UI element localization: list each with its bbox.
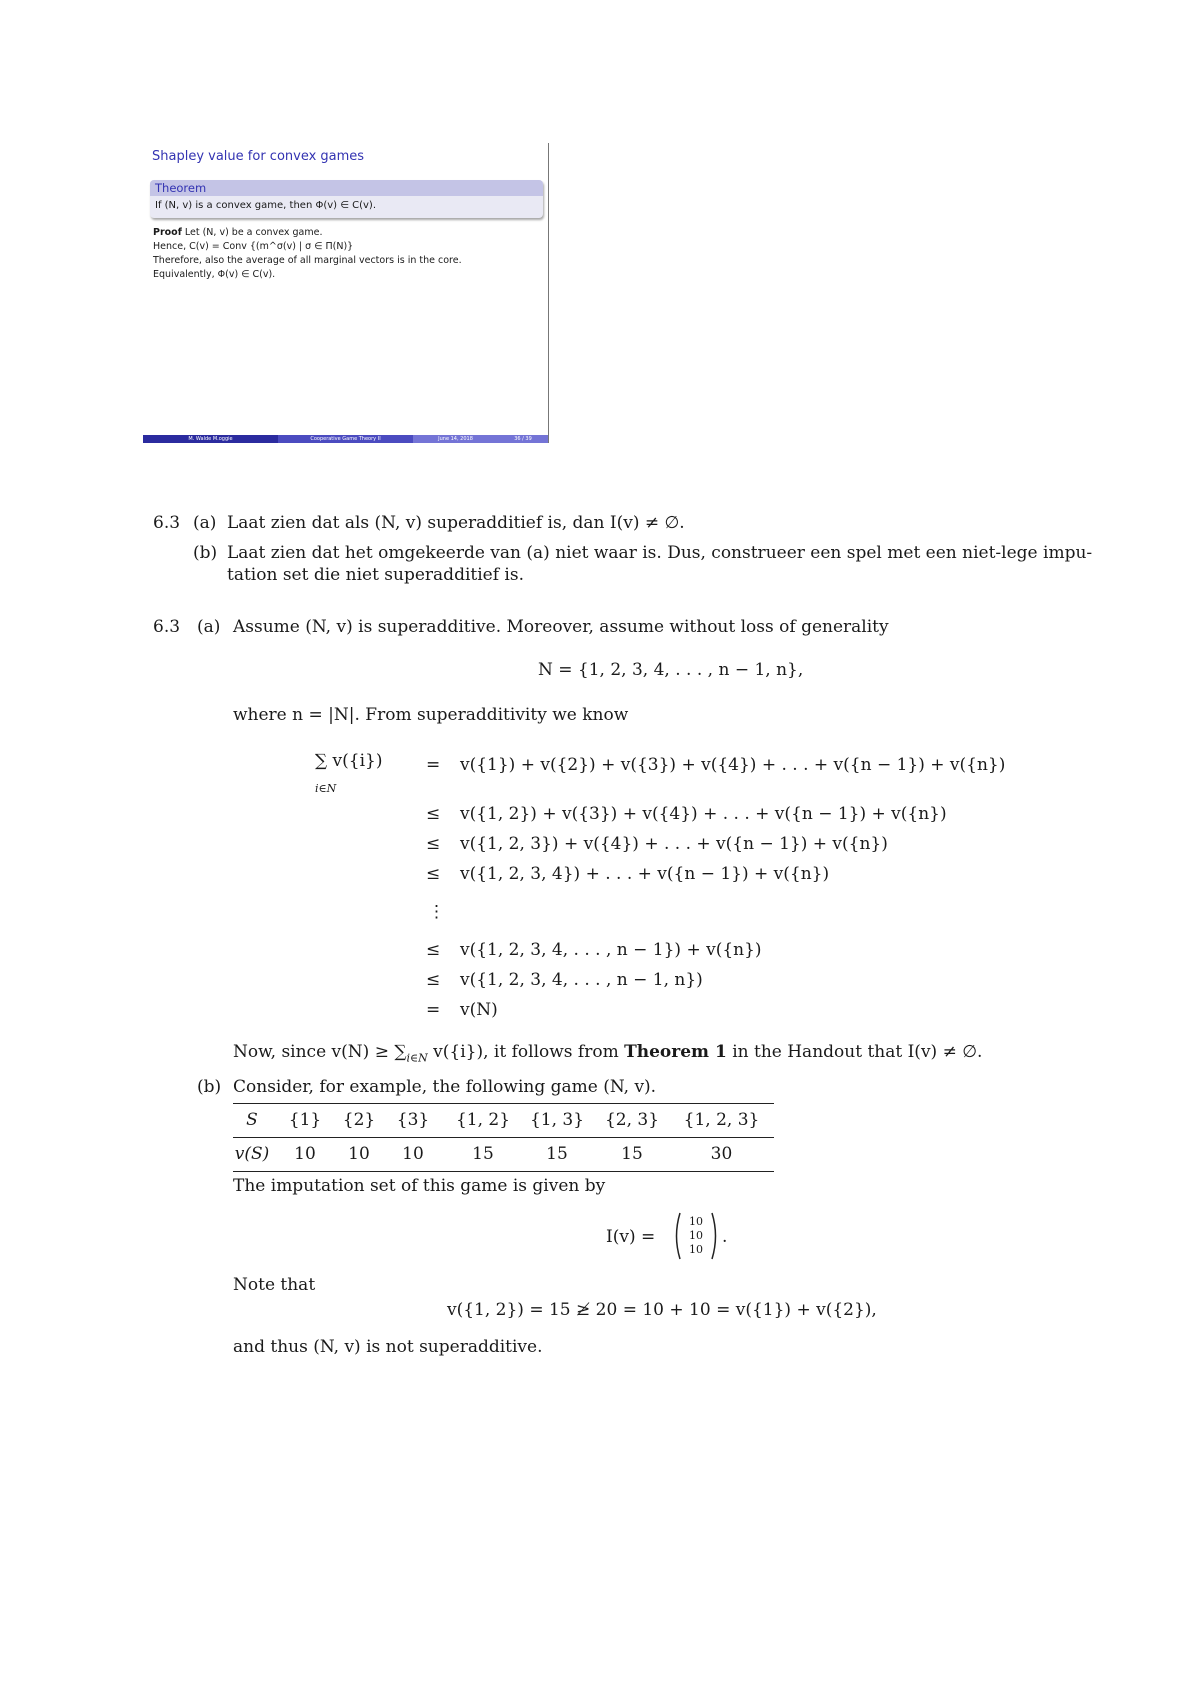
theorem-block-header xyxy=(150,180,543,196)
imputation-lhs: I(v) = xyxy=(606,1227,656,1247)
exercise-number: 6.3 xyxy=(153,513,181,533)
table-cell: {1, 2} xyxy=(455,1110,511,1131)
final-text: and thus (N, v) is not superadditive. xyxy=(233,1337,543,1357)
table-cell: {1, 3} xyxy=(529,1110,585,1131)
where-text: where n = |N|. From superadditivity we know xyxy=(233,705,629,725)
derivation-rel-6: ≤ xyxy=(426,940,441,960)
exercise-b-text-line2: tation set die niet superadditief is. xyxy=(227,565,524,585)
vector-entry-2: 10 xyxy=(689,1229,703,1242)
exercise-b-text-line1: Laat zien dat het omgekeerde van (a) niet waar is. Dus, construeer een spel met een niet-lege impu- xyxy=(227,543,1093,563)
table-cell: 10 xyxy=(294,1144,316,1164)
table-row xyxy=(233,1104,774,1137)
set-equation: N = {1, 2, 3, 4, . . . , n − 1, n}, xyxy=(538,660,804,680)
derivation-rhs-4: v({1, 2, 3, 4}) + . . . + v({n − 1}) + v({n}) xyxy=(460,864,830,884)
game-table xyxy=(233,1104,774,1172)
table-cell: {1, 2, 3} xyxy=(683,1110,760,1131)
exercise-b-label: (b) xyxy=(193,543,218,563)
derivation-rhs-2: v({1, 2}) + v({3}) + v({4}) + . . . + v({n − 1}) + v({n}) xyxy=(460,804,947,824)
slide-title: Shapley value for convex games xyxy=(152,149,365,164)
solution-number: 6.3 xyxy=(153,617,181,637)
sum-lhs: ∑ v({i}) xyxy=(315,751,383,771)
derivation-rhs-8: v(N) xyxy=(460,1000,498,1020)
derivation-rhs-7: v({1, 2, 3, 4, . . . , n − 1, n}) xyxy=(460,970,703,990)
proof-line-2: Hence, C(v) = Conv {(m^σ(v) | σ ∈ Π(N)} xyxy=(153,241,354,252)
game-table-container xyxy=(233,1103,774,1172)
derivation-rhs-6: v({1, 2, 3, 4, . . . , n − 1}) + v({n}) xyxy=(460,940,762,960)
derivation-rhs-3: v({1, 2, 3}) + v({4}) + . . . + v({n − 1}) + v({n}) xyxy=(460,834,888,854)
footer-author: M. Walde M.oggie xyxy=(143,435,278,443)
derivation-rel-1: = xyxy=(426,755,441,775)
note-equation: v({1, 2}) = 15 ≱ 20 = 10 + 10 = v({1}) + v({2}), xyxy=(447,1300,877,1320)
table-cell: S xyxy=(246,1110,258,1131)
table-cell: v(S) xyxy=(234,1144,270,1164)
derivation-rel-3: ≤ xyxy=(426,834,441,854)
solution-a-label: (a) xyxy=(197,617,221,637)
table-cell: 15 xyxy=(621,1144,643,1164)
proof-line-3: Therefore, also the average of all marginal vectors is in the core. xyxy=(153,255,462,266)
table-row xyxy=(233,1137,774,1171)
table-cell: 10 xyxy=(348,1144,370,1164)
sum-subscript: i∈N xyxy=(315,782,337,795)
table-cell: {1} xyxy=(288,1110,322,1131)
footer-page: 36 / 39 xyxy=(498,435,548,443)
derivation-rel-2: ≤ xyxy=(426,804,441,824)
table-cell: 10 xyxy=(402,1144,424,1164)
embedded-slide xyxy=(143,143,549,443)
imputation-text: The imputation set of this game is given by xyxy=(233,1176,606,1196)
theorem-statement: If (N, v) is a convex game, then Φ(v) ∈ C(v). xyxy=(155,200,377,211)
table-cell: 15 xyxy=(472,1144,494,1164)
derivation-rel-8: = xyxy=(426,1000,441,1020)
proof-label: Proof xyxy=(153,227,182,238)
imputation-period: . xyxy=(722,1227,728,1247)
solution-a-intro: Assume (N, v) is superadditive. Moreover, assume without loss of generality xyxy=(233,617,889,637)
table-cell: {3} xyxy=(396,1110,430,1131)
note-text: Note that xyxy=(233,1275,316,1295)
footer-date: June 14, 2018 xyxy=(413,435,498,443)
table-cell: 30 xyxy=(710,1144,733,1164)
table-cell: {2} xyxy=(342,1110,376,1131)
theorem-block xyxy=(150,180,543,218)
exercise-a-label: (a) xyxy=(193,513,217,533)
derivation-rhs-1: v({1}) + v({2}) + v({3}) + v({4}) + . . . + v({n − 1}) + v({n}) xyxy=(460,755,1006,775)
footer-talk-title: Cooperative Game Theory II xyxy=(278,435,413,443)
solution-b-intro: Consider, for example, the following game (N, v). xyxy=(233,1077,657,1097)
proof-line-1: Proof Let (N, v) be a convex game. xyxy=(153,227,323,238)
solution-b-label: (b) xyxy=(197,1077,222,1097)
derivation-rel-4: ≤ xyxy=(426,864,441,884)
table-cell: 15 xyxy=(546,1144,568,1164)
imputation-vector xyxy=(672,1211,720,1261)
proof-line-4: Equivalently, Φ(v) ∈ C(v). xyxy=(153,269,276,280)
derivation-rel-7: ≤ xyxy=(426,970,441,990)
derivation-vdots: ⋮ xyxy=(428,902,445,922)
vector-entry-3: 10 xyxy=(689,1243,703,1256)
table-cell: {2, 3} xyxy=(604,1110,660,1131)
vector-entry-1: 10 xyxy=(689,1215,703,1228)
exercise-a-text: Laat zien dat als (N, v) superadditief is, dan I(v) ≠ ∅. xyxy=(227,513,685,533)
slide-footer xyxy=(143,435,548,443)
theorem-title: Theorem xyxy=(155,181,207,195)
conclusion-a: Now, since $v(N) \ge \sum_{i\in N}$ v({i}), it follows from Theorem 1 in the Handout that I(v) ≠ ∅. xyxy=(233,1042,983,1065)
